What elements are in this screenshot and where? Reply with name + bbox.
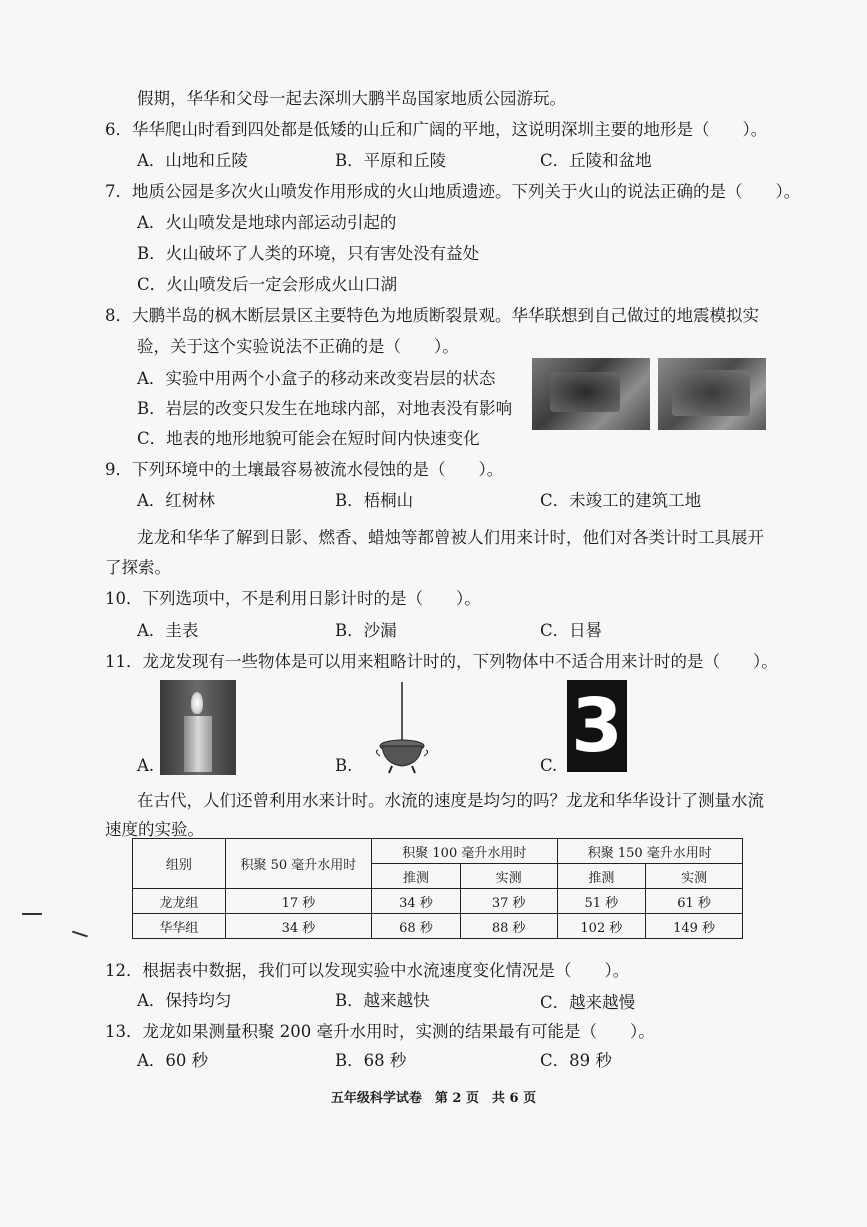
table-header-real-150: 实测 [646,864,743,889]
q9-stem: 9．下列环境中的土壤最容易被流水侵蚀的是（ ）。 [105,460,504,479]
table-row [133,889,743,914]
q6-option-c: C．丘陵和盆地 [540,151,652,170]
q13-option-b: B．68 秒 [335,1051,407,1070]
table-cell: 17 秒 [225,889,371,914]
passage2-line2: 了探索。 [105,558,171,577]
table-header-100ml: 积聚 100 毫升水用时 [372,839,557,864]
q8-option-c: C．地表的地形地貌可能会在短时间内快速变化 [137,429,480,448]
q11-option-a-label: A. [137,756,155,775]
q12-option-c: C．越来越慢 [540,993,636,1012]
table-header-group: 组别 [133,839,226,889]
q9-option-c: C．未竣工的建筑工地 [540,491,702,510]
q6-option-b: B．平原和丘陵 [335,151,447,170]
table-header-guess-150: 推测 [557,864,646,889]
incense-burner-image [372,680,432,775]
q6-stem: 6．华华爬山时看到四处都是低矮的山丘和广阔的平地，这说明深圳主要的地形是（ ）。 [105,120,768,139]
q8-stem-line1: 8．大鹏半岛的枫木断层景区主要特色为地质断裂景观。华华联想到自己做过的地震模拟实 [105,306,759,325]
q8-option-a: A．实验中用两个小盒子的移动来改变岩层的状态 [137,369,496,388]
q7-option-b: B．火山破坏了人类的环境，只有害处没有益处 [137,244,480,263]
table-cell-group: 龙龙组 [133,889,226,914]
scan-mark [72,931,88,937]
q10-option-c: C．日晷 [540,621,603,640]
q10-option-a: A．圭表 [137,621,199,640]
table-cell: 149 秒 [646,914,743,939]
q12-option-b: B．越来越快 [335,991,430,1010]
q11-stem: 11．龙龙发现有一些物体是可以用来粗略计时的，下列物体中不适合用来计时的是（ ）。 [105,652,778,671]
table-cell: 68 秒 [372,914,461,939]
q8-stem-line2: 验，关于这个实验说法不正确的是（ ）。 [137,337,459,356]
q11-option-c-label: C. [540,756,558,775]
table-cell: 34 秒 [372,889,461,914]
passage3-line2: 速度的实验。 [105,820,204,839]
water-flow-table [132,838,743,939]
q11-option-b-label: B. [335,756,353,775]
table-row [133,914,743,939]
q12-option-a: A．保持均匀 [137,991,232,1010]
q10-stem: 10．下列选项中，不是利用日影计时的是（ ）。 [105,589,481,608]
table-cell: 37 秒 [460,889,557,914]
q8-option-b: B．岩层的改变只发生在地球内部，对地表没有影响 [137,399,513,418]
page-footer: 五年级科学试卷 第 2 页 共 6 页 [330,1091,537,1106]
q13-option-c: C．89 秒 [540,1051,612,1070]
table-cell: 51 秒 [557,889,646,914]
q12-stem: 12．根据表中数据，我们可以发现实验中水流速度变化情况是（ ）。 [105,961,630,980]
table-cell: 88 秒 [460,914,557,939]
q10-option-b: B．沙漏 [335,621,397,640]
q7-stem: 7．地质公园是多次火山喷发作用形成的火山地质遗迹。下列关于火山的说法正确的是（ ）。 [105,182,801,201]
table-header-150ml: 积聚 150 毫升水用时 [557,839,742,864]
number-three-image [567,680,627,772]
earthquake-model-photo-2 [658,358,766,430]
table-cell-group: 华华组 [133,914,226,939]
intro-text: 假期，华华和父母一起去深圳大鹏半岛国家地质公园游玩。 [137,89,566,108]
candle-image [160,680,236,775]
q9-option-a: A．红树林 [137,491,215,510]
q7-option-c: C．火山喷发后一定会形成火山口湖 [137,275,398,294]
table-header-50ml: 积聚 50 毫升水用时 [225,839,371,889]
q6-option-a: A．山地和丘陵 [137,151,248,170]
scan-mark [22,913,42,915]
q9-option-b: B．梧桐山 [335,491,414,510]
q7-option-a: A．火山喷发是地球内部运动引起的 [137,213,397,232]
passage3-line1: 在古代，人们还曾利用水来计时。水流的速度是均匀的吗？龙龙和华华设计了测量水流 [137,791,764,810]
table-header-real-100: 实测 [460,864,557,889]
earthquake-model-photo-1 [532,358,650,430]
number-three-glyph: 3 [571,683,623,769]
table-cell: 34 秒 [225,914,371,939]
q13-option-a: A．60 秒 [137,1051,209,1070]
table-header-guess-100: 推测 [372,864,461,889]
passage2-line1: 龙龙和华华了解到日影、燃香、蜡烛等都曾被人们用来计时，他们对各类计时工具展开 [137,528,764,547]
table-cell: 102 秒 [557,914,646,939]
q13-stem: 13．龙龙如果测量积聚 200 毫升水用时，实测的结果最有可能是（ ）。 [105,1022,655,1041]
table-cell: 61 秒 [646,889,743,914]
